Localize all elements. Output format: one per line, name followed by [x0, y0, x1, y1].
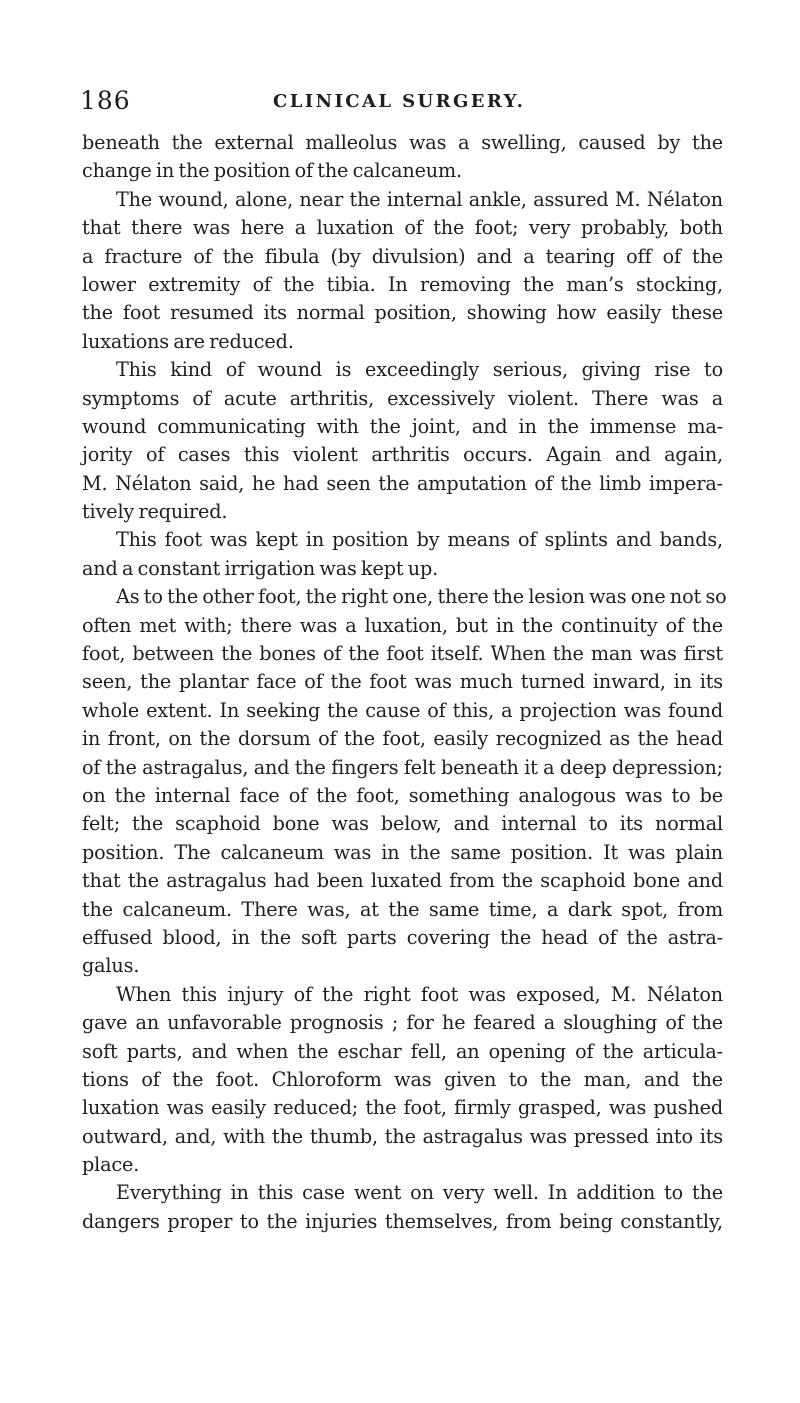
text-line: in front, on the dorsum of the foot, easily recognized as the head [82, 727, 723, 751]
running-head: CLINICAL SURGERY. [273, 91, 526, 112]
text-line: This kind of wound is exceedingly serious, giving rise to [116, 358, 723, 382]
text-line: When this injury of the right foot was exposed, M. Nélaton [116, 982, 723, 1006]
text-line: position. The calcaneum was in the same position. It was plain [82, 840, 723, 864]
text-line: whole extent. In seeking the cause of this, a projection was found [82, 698, 723, 722]
body-text [82, 129, 727, 1236]
text-line: tively required. [82, 500, 228, 524]
text-line: This foot was kept in position by means of splints and bands, [116, 528, 723, 552]
text-line: outward, and, with the thumb, the astragalus was pressed into its [82, 1124, 723, 1148]
text-line: foot, between the bones of the foot itself. When the man was first [82, 642, 723, 666]
text-line: on the internal face of the foot, something analogous was to be [82, 783, 723, 807]
text-line: tions of the foot. Chloroform was given to the man, and the [82, 1067, 723, 1091]
page-number: 186 [80, 86, 131, 115]
text-line: Everything in this case went on very well. In addition to the [116, 1181, 723, 1205]
text-line: effused blood, in the soft parts covering the head of the astra- [82, 925, 723, 949]
text-line: felt; the scaphoid bone was below, and internal to its normal [82, 812, 723, 836]
text-line: a fracture of the fibula (by divulsion) and a tearing off of the [82, 244, 723, 268]
text-line: that the astragalus had been luxated from the scaphoid bone and [82, 869, 723, 893]
text-line: luxation was easily reduced; the foot, firmly grasped, was pushed [82, 1096, 723, 1120]
text-line: the foot resumed its normal position, showing how easily these [82, 301, 723, 325]
text-line: that there was here a luxation of the foot; very probably, both [82, 216, 723, 240]
text-line: dangers proper to the injuries themselves, from being constantly, [82, 1209, 723, 1233]
text-line: symptoms of acute arthritis, excessively violent. There was a [82, 386, 723, 410]
text-line: often met with; there was a luxation, but in the continuity of the [82, 613, 723, 637]
text-line: soft parts, and when the eschar fell, an opening of the articula- [82, 1039, 723, 1063]
text-line: lower extremity of the tibia. In removing the man’s stocking, [82, 272, 723, 296]
text-line: The wound, alone, near the internal ankle, assured M. Nélaton [116, 187, 723, 211]
text-line: luxations are reduced. [82, 329, 294, 353]
text-line: change in the position of the calcaneum. [82, 159, 462, 183]
text-line: place. [82, 1153, 140, 1177]
text-line: gave an unfavorable prognosis ; for he feared a sloughing of the [82, 1011, 723, 1035]
text-line: of the astragalus, and the fingers felt beneath it a deep depression; [82, 755, 723, 779]
text-line: jority of cases this violent arthritis occurs. Again and again, [82, 443, 723, 467]
text-line: galus. [82, 954, 140, 978]
text-line: M. Nélaton said, he had seen the amputation of the limb impera- [82, 471, 723, 495]
text-line: the calcaneum. There was, at the same time, a dark spot, from [82, 897, 723, 921]
text-line: As to the other foot, the right one, there the lesion was one not so [116, 585, 727, 609]
page-header [80, 86, 722, 116]
text-line: wound communicating with the joint, and in the immense ma- [82, 414, 723, 438]
text-line: and a constant irrigation was kept up. [82, 556, 439, 580]
text-line: seen, the plantar face of the foot was much turned inward, in its [82, 670, 723, 694]
text-line: beneath the external malleolus was a swelling, caused by the [82, 131, 723, 154]
